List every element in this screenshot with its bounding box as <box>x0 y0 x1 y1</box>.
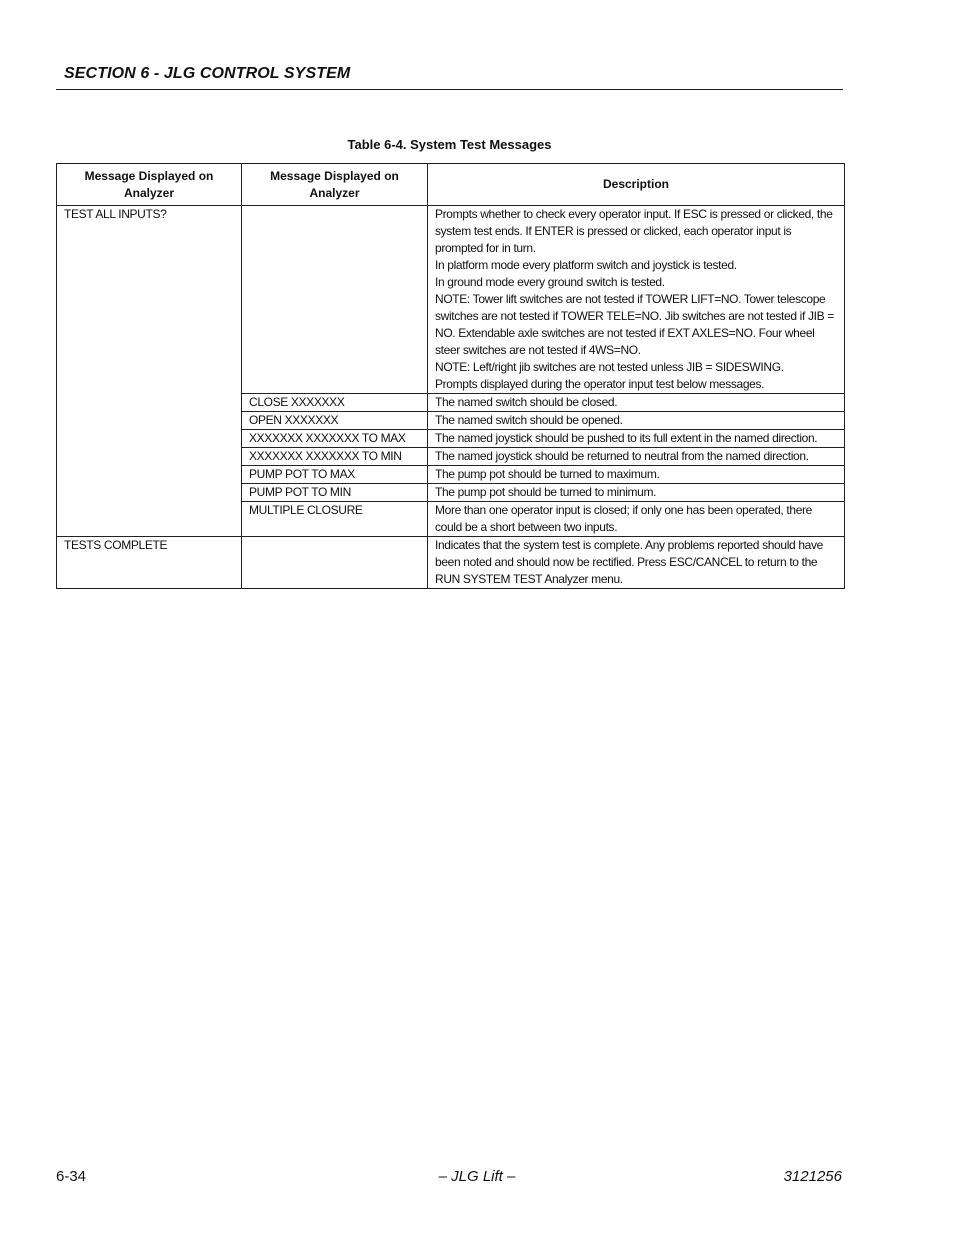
cell-message-2: OPEN XXXXXXX <box>242 412 428 430</box>
cell-message-1: TESTS COMPLETE <box>57 537 242 589</box>
cell-description: More than one operator input is closed; if only one has been operated, there could be a short between two inputs. <box>428 502 845 537</box>
cell-message-2 <box>242 537 428 589</box>
description-line: In ground mode every ground switch is tested. <box>435 275 665 289</box>
cell-message-2: PUMP POT TO MIN <box>242 484 428 502</box>
cell-description: The pump pot should be turned to minimum. <box>428 484 845 502</box>
cell-message-2: XXXXXXX XXXXXXX TO MIN <box>242 448 428 466</box>
column-header-description: Description <box>428 164 845 206</box>
cell-message-2: PUMP POT TO MAX <box>242 466 428 484</box>
cell-description: The named switch should be opened. <box>428 412 845 430</box>
cell-description: The pump pot should be turned to maximum. <box>428 466 845 484</box>
cell-description: The named joystick should be returned to neutral from the named direction. <box>428 448 845 466</box>
page-number: 6-34 <box>56 1168 87 1185</box>
description-line: NOTE: Tower lift switches are not tested if TOWER LIFT=NO. Tower telescope switches are not tested if TOWER TELE=NO. Jib switches are not tested if JIB = NO. Extendable axle switches are not tested if EXT AXLES=NO. Four wheel steer switches are not tested if 4WS=NO. <box>435 292 834 357</box>
cell-message-2: CLOSE XXXXXXX <box>242 394 428 412</box>
section-title: SECTION 6 - JLG CONTROL SYSTEM <box>64 65 351 82</box>
table-caption: Table 6-4. System Test Messages <box>347 137 552 152</box>
cell-message-1: TEST ALL INPUTS? <box>57 206 242 537</box>
table-row <box>57 537 845 589</box>
table-row <box>57 206 845 394</box>
header-divider <box>56 89 843 90</box>
cell-message-2: MULTIPLE CLOSURE <box>242 502 428 537</box>
cell-description: The named switch should be closed. <box>428 394 845 412</box>
description-line: Prompts whether to check every operator input. If ESC is pressed or clicked, the system test ends. If ENTER is pressed or clicked, each operator input is prompted for in turn. <box>435 207 833 255</box>
cell-message-2 <box>242 206 428 394</box>
cell-description <box>428 206 845 394</box>
description-line: Prompts displayed during the operator input test below messages. <box>435 377 765 391</box>
footer-brand: – JLG Lift – <box>438 1168 516 1185</box>
table-header-row <box>57 164 845 206</box>
description-line: NOTE: Left/right jib switches are not tested unless JIB = SIDESWING. <box>435 360 784 374</box>
system-test-messages-table <box>56 163 845 589</box>
column-header-message-2: Message Displayed on Analyzer <box>242 164 428 206</box>
description-line: In platform mode every platform switch and joystick is tested. <box>435 258 737 272</box>
cell-description: Indicates that the system test is complete. Any problems reported should have been noted and should now be rectified. Press ESC/CANCEL to return to the RUN SYSTEM TEST Analyzer menu. <box>428 537 845 589</box>
cell-description: The named joystick should be pushed to its full extent in the named direction. <box>428 430 845 448</box>
document-number: 3121256 <box>783 1168 842 1185</box>
column-header-message-1: Message Displayed on Analyzer <box>57 164 242 206</box>
cell-message-2: XXXXXXX XXXXXXX TO MAX <box>242 430 428 448</box>
